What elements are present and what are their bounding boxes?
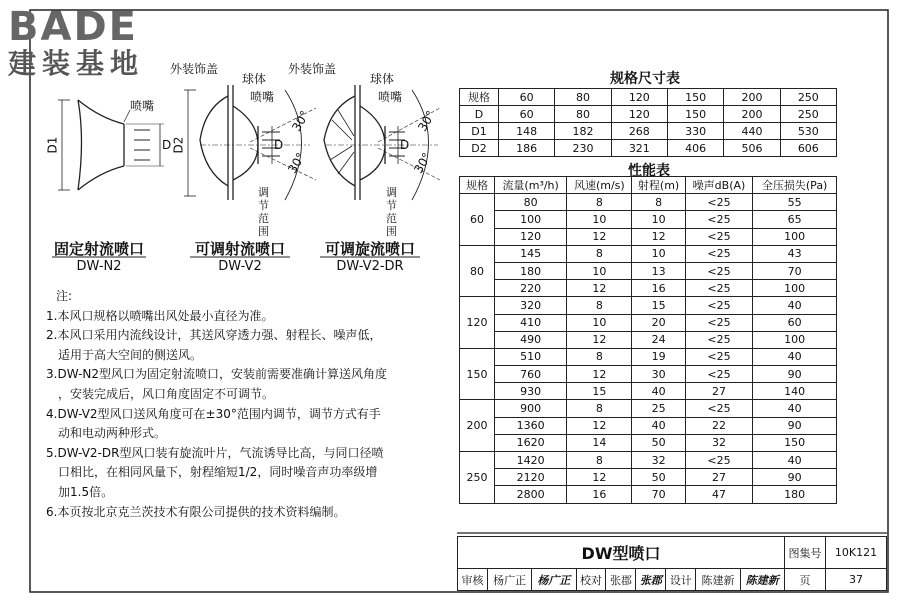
perf-cell: 90 [753,469,837,486]
perf-table [459,176,837,504]
perf-cell: 40 [753,400,837,417]
dim-cell: 60 [499,89,555,106]
label-range-2: 调节范围 [386,186,397,238]
label-angle-3: 30° [415,108,439,134]
perf-cell: 8 [632,194,685,211]
perf-size-cell: 150 [460,348,495,400]
dim-row [460,123,837,140]
perf-row [460,245,837,262]
check-name: 张郡 [606,569,636,591]
dim-cell: 330 [667,123,723,140]
perf-cell: <25 [685,314,753,331]
model-fixed-nozzle: DW-N2 [76,259,122,274]
perf-row [460,383,837,400]
perf-cell: 2120 [495,469,567,486]
page-label: 页 [785,569,826,591]
perf-cell: 12 [567,469,632,486]
dim-cell: 150 [667,89,723,106]
review-signature: 杨广正 [532,569,576,591]
caption-fixed-nozzle: 固定射流喷口 [53,240,144,258]
perf-cell: 900 [495,400,567,417]
caption-adjustable-jet: 可调射流喷口 [194,240,285,258]
note-line: ，安装完成后，风口角度固定不可调节。 [58,386,275,401]
perf-cell: <25 [685,348,753,365]
note-line: 口相比，在相同风量下，射程缩短1/2，同时噪音声功率级增 [58,465,378,480]
perf-cell: 12 [567,228,632,245]
dim-row [460,89,837,106]
label-angle-1: 30° [289,108,313,134]
perf-cell: 80 [495,194,567,211]
perf-row [460,452,837,469]
design-name: 陈建新 [696,569,740,591]
perf-row [460,348,837,365]
perf-cell: 8 [567,245,632,262]
dim-cell: 250 [780,89,836,106]
perf-cell: 100 [495,211,567,228]
perf-cell: <25 [685,211,753,228]
dim-cell: 60 [499,106,555,123]
label-angle-2: 30° [285,150,309,176]
perf-cell: 320 [495,297,567,314]
perf-cell: 13 [632,262,685,279]
perf-cell: 8 [567,452,632,469]
perf-cell: 180 [753,486,837,503]
perf-cell: <25 [685,366,753,383]
perf-row [460,417,837,434]
perf-cell: 40 [632,383,685,400]
perf-cell: 510 [495,348,567,365]
dim-row-label: D2 [460,140,499,157]
perf-cell: 40 [753,452,837,469]
perf-cell: 55 [753,194,837,211]
perf-cell: 12 [567,280,632,297]
perf-size-cell: 80 [460,245,495,297]
perf-header-cell: 流量(m³/h) [495,177,567,194]
label-range-1: 调节范围 [258,186,269,238]
perf-cell: 60 [753,314,837,331]
perf-row [460,331,837,348]
perf-header-cell: 噪声dB(A) [685,177,753,194]
perf-header-cell: 风速(m/s) [567,177,632,194]
perf-header-cell: 全压损失(Pa) [753,177,837,194]
perf-row [460,469,837,486]
perf-cell: <25 [685,194,753,211]
note-line: 5.DW-V2-DR型风口装有旋流叶片，气流诱导比高，与同口径喷 [46,445,384,460]
perf-cell: 15 [632,297,685,314]
perf-cell: 40 [753,348,837,365]
perf-cell: 10 [567,211,632,228]
perf-cell: 180 [495,262,567,279]
perf-cell: 90 [753,366,837,383]
perf-cell: 32 [685,434,753,451]
note-line: 动和电动两种形式。 [58,426,167,441]
note-line: 2.本风口采用内流线设计，其送风穿透力强、射程长、噪声低， [46,328,382,343]
dim-row [460,106,837,123]
check-label: 校对 [576,569,606,591]
note-line: 3.DW-N2型风口为固定射流喷口，安装前需要准确计算送风角度 [46,367,388,382]
perf-cell: 100 [753,280,837,297]
dim-cell: 120 [611,89,667,106]
perf-cell: 100 [753,228,837,245]
perf-cell: 410 [495,314,567,331]
dim-cell: 406 [667,140,723,157]
perf-cell: 27 [685,383,753,400]
perf-cell: 10 [632,245,685,262]
label-outer-cover-2: 外装饰盖 [288,62,337,76]
perf-cell: 8 [567,400,632,417]
perf-cell: <25 [685,331,753,348]
dim-cell: 230 [555,140,611,157]
design-label: 设计 [666,569,696,591]
label-nozzle-1: 喷嘴 [130,99,155,113]
perf-cell: 10 [567,314,632,331]
perf-header-cell: 规格 [460,177,495,194]
label-ball-1: 球体 [242,72,267,86]
dim-cell: 530 [780,123,836,140]
dim-cell: 150 [667,106,723,123]
perf-cell: 32 [632,452,685,469]
logo-subtitle: 建装基地 [8,47,145,80]
perf-row [460,314,837,331]
review-label: 审核 [458,569,488,591]
perf-cell: 140 [753,383,837,400]
perf-cell: 12 [567,331,632,348]
label-angle-4: 30° [411,150,435,176]
perf-cell: 490 [495,331,567,348]
dim-cell: 321 [611,140,667,157]
perf-cell: 50 [632,469,685,486]
dim-cell: 186 [499,140,555,157]
perf-cell: 930 [495,383,567,400]
perf-cell: 65 [753,211,837,228]
label-d-3: D [400,138,410,152]
perf-row [460,280,837,297]
note-line: 6.本页按北京克兰茨技术有限公司提供的技术资料编制。 [46,504,346,519]
page-no: 37 [826,569,887,591]
perf-row [460,486,837,503]
dim-cell: 80 [555,106,611,123]
label-d1: D1 [45,136,60,154]
dim-row-label: D1 [460,123,499,140]
perf-cell: <25 [685,228,753,245]
perf-size-cell: 200 [460,400,495,452]
label-nozzle-2: 喷嘴 [250,90,275,104]
perf-header-cell: 射程(m) [632,177,685,194]
model-adjustable-swirl: DW-V2-DR [336,259,404,274]
dim-cell: 182 [555,123,611,140]
label-d2: D2 [171,136,186,154]
dim-row-label: 规格 [460,89,499,106]
perf-cell: <25 [685,400,753,417]
perf-cell: 43 [753,245,837,262]
dim-table [459,88,837,157]
review-name: 杨广正 [487,569,531,591]
perf-cell: 27 [685,469,753,486]
perf-cell: 1620 [495,434,567,451]
perf-table-title: 性能表 [628,163,670,179]
design-signature: 陈建新 [740,569,784,591]
logo [8,6,178,80]
perf-cell: 1420 [495,452,567,469]
perf-cell: 12 [567,417,632,434]
atlas-label: 图集号 [785,537,826,569]
perf-cell: 150 [753,434,837,451]
perf-cell: 70 [632,486,685,503]
perf-cell: 145 [495,245,567,262]
perf-cell: 16 [632,280,685,297]
perf-cell: 10 [567,262,632,279]
logo-brand: BADE [8,4,138,50]
perf-row [460,211,837,228]
note-line: 1.本风口规格以喷嘴出风处最小直径为准。 [46,308,274,323]
perf-cell: 40 [632,417,685,434]
dim-row-label: D [460,106,499,123]
perf-cell: 20 [632,314,685,331]
dim-cell: 120 [611,106,667,123]
perf-cell: 90 [753,417,837,434]
label-nozzle-3: 喷嘴 [378,90,403,104]
perf-cell: 8 [567,348,632,365]
perf-cell: <25 [685,452,753,469]
label-outer-cover-1: 外装饰盖 [170,62,219,76]
perf-cell: 30 [632,366,685,383]
note-line: 适用于高大空间的侧送风。 [58,347,203,362]
perf-cell: 12 [567,366,632,383]
perf-cell: 24 [632,331,685,348]
perf-cell: <25 [685,245,753,262]
dim-row [460,140,837,157]
perf-cell: 10 [632,211,685,228]
perf-cell: 70 [753,262,837,279]
caption-adjustable-swirl: 可调旋流喷口 [324,240,415,258]
dim-cell: 200 [724,106,780,123]
dim-cell: 268 [611,123,667,140]
perf-cell: 2800 [495,486,567,503]
dim-table-title: 规格尺寸表 [610,71,680,87]
dim-cell: 200 [724,89,780,106]
perf-cell: <25 [685,262,753,279]
check-signature: 张郡 [636,569,666,591]
dim-cell: 440 [724,123,780,140]
perf-cell: 8 [567,194,632,211]
perf-cell: 15 [567,383,632,400]
drawing-title: DW型喷口 [458,537,785,569]
dim-cell: 250 [780,106,836,123]
title-block [457,536,887,592]
perf-cell: 22 [685,417,753,434]
perf-cell: 1360 [495,417,567,434]
label-d-2: D [274,138,284,152]
label-d: D [162,138,172,152]
perf-size-cell: 60 [460,194,495,246]
perf-cell: 760 [495,366,567,383]
dim-cell: 80 [555,89,611,106]
perf-row [460,297,837,314]
perf-cell: 40 [753,297,837,314]
perf-cell: 50 [632,434,685,451]
perf-cell: 14 [567,434,632,451]
model-adjustable-jet: DW-V2 [218,259,262,274]
perf-cell: <25 [685,280,753,297]
perf-cell: 12 [632,228,685,245]
perf-cell: 19 [632,348,685,365]
perf-cell: 120 [495,228,567,245]
dim-cell: 606 [780,140,836,157]
perf-cell: 100 [753,331,837,348]
note-line: 加1.5倍。 [58,484,114,499]
dim-cell: 148 [499,123,555,140]
notes-heading: 注: [56,289,73,303]
perf-cell: 220 [495,280,567,297]
perf-row [460,366,837,383]
perf-size-cell: 120 [460,297,495,349]
perf-cell: 47 [685,486,753,503]
perf-cell: <25 [685,297,753,314]
notes [46,287,387,522]
atlas-no: 10K121 [826,537,887,569]
label-ball-2: 球体 [370,72,395,86]
perf-cell: 25 [632,400,685,417]
perf-cell: 8 [567,297,632,314]
perf-size-cell: 250 [460,452,495,504]
perf-row [460,400,837,417]
perf-row [460,262,837,279]
perf-row [460,228,837,245]
perf-header-row [460,177,837,194]
perf-row [460,194,837,211]
perf-cell: 16 [567,486,632,503]
dim-cell: 506 [724,140,780,157]
note-line: 4.DW-V2型风口送风角度可在±30°范围内调节，调节方式有手 [46,406,381,421]
perf-row [460,434,837,451]
